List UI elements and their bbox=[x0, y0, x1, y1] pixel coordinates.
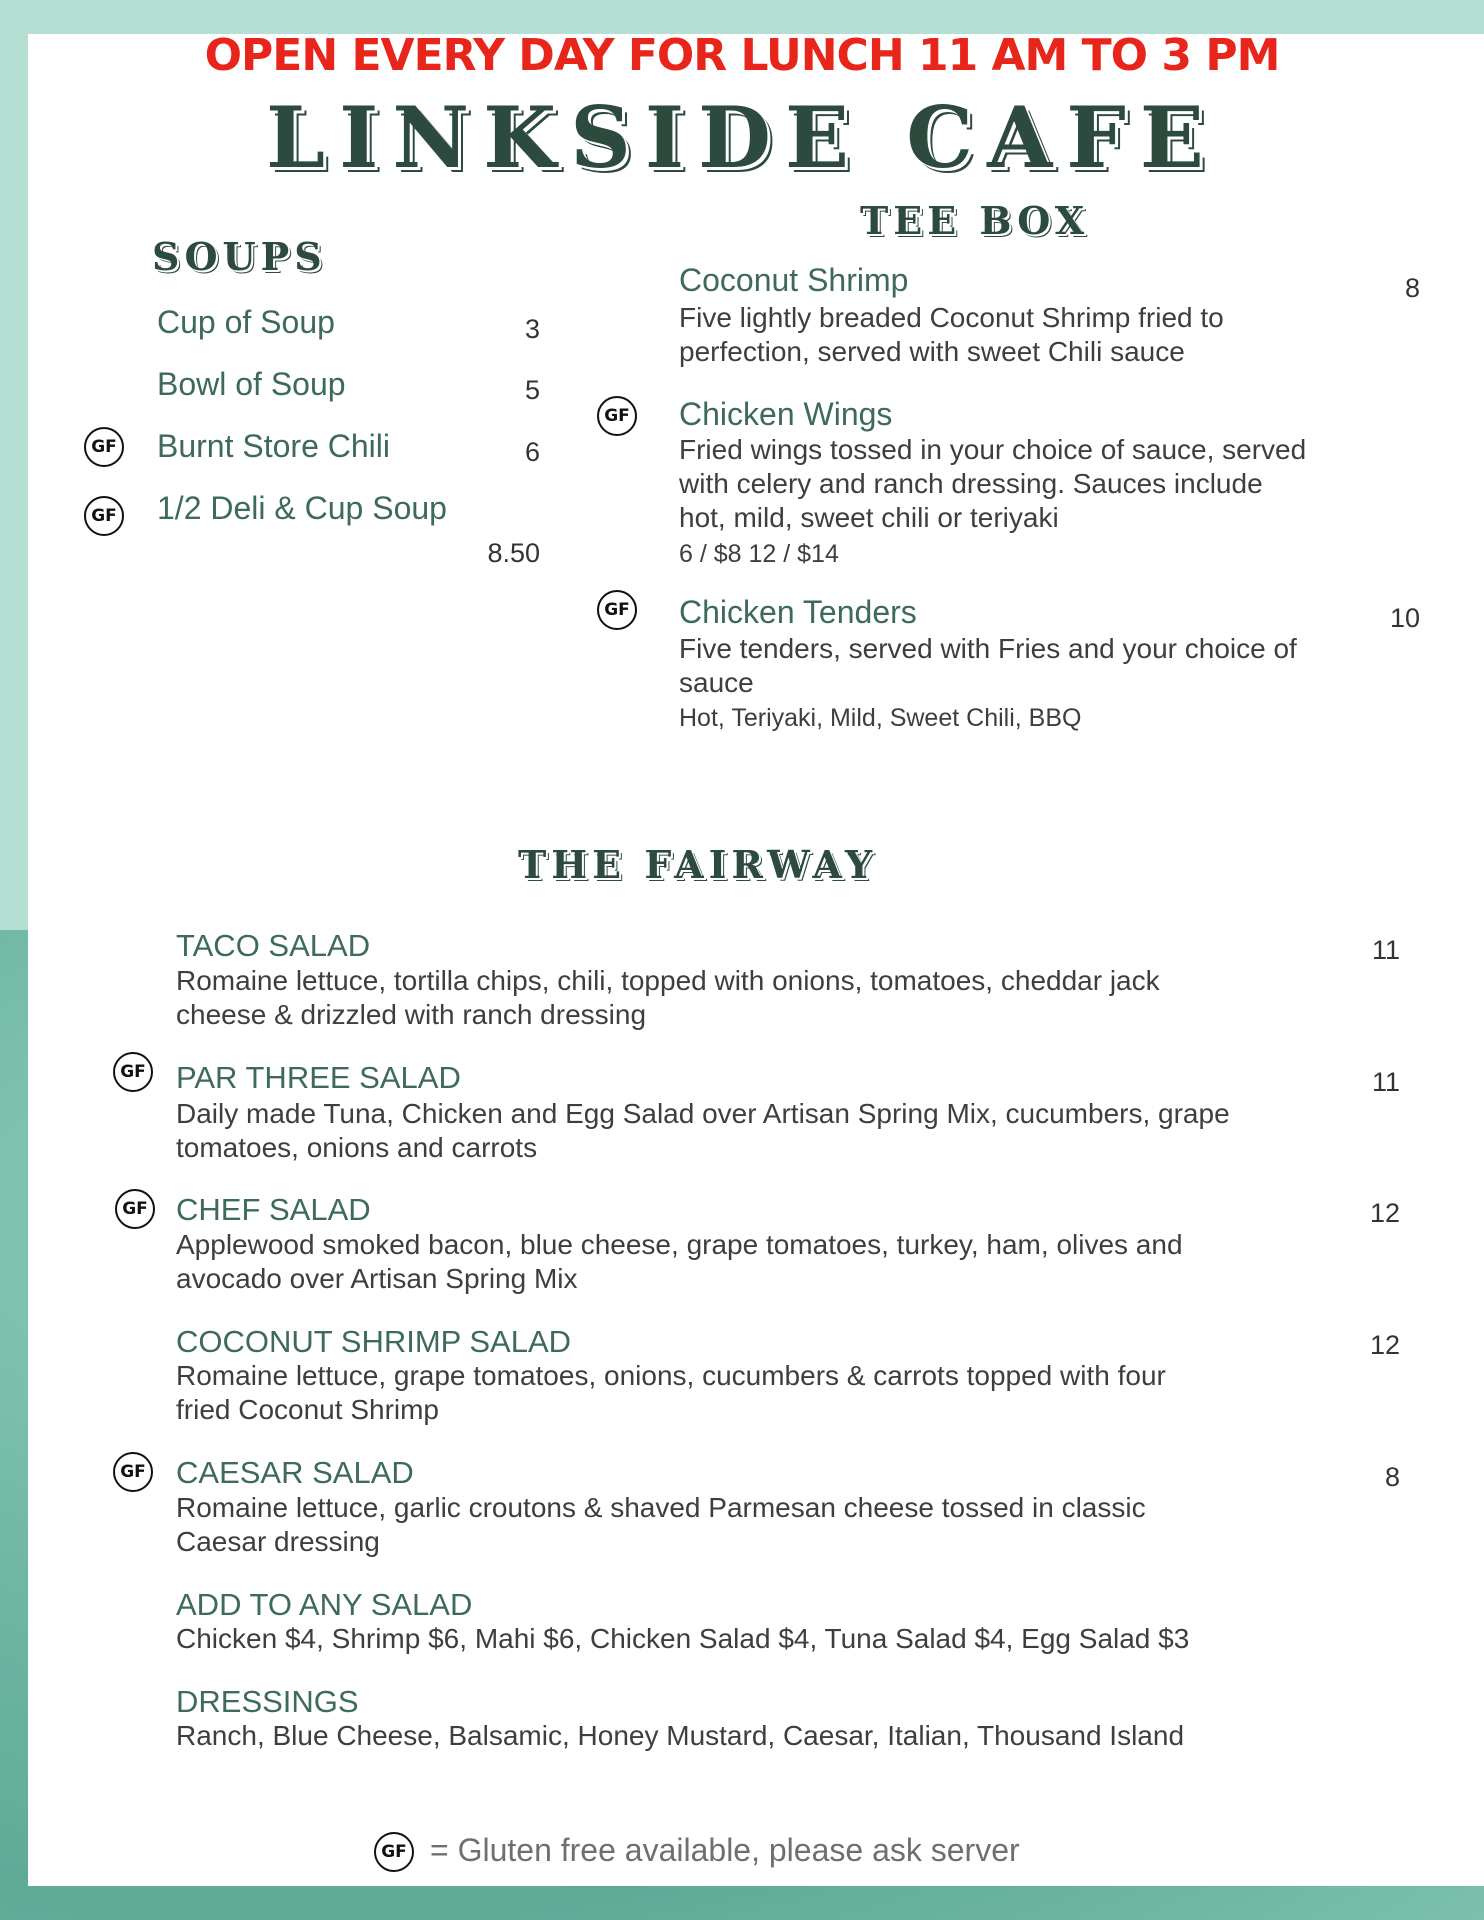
salad-item-name: CHEF SALAD bbox=[176, 1192, 371, 1227]
salad-item-description: fried Coconut Shrimp bbox=[176, 1394, 440, 1425]
salad-item-description: tomatoes, onions and carrots bbox=[176, 1132, 538, 1163]
gluten-free-icon: GF bbox=[115, 1189, 155, 1229]
tee-box-item-pricing: 6 / $8 12 / $14 bbox=[679, 540, 839, 568]
dressings-options: Ranch, Blue Cheese, Balsamic, Honey Mustard, Caesar, Italian, Thousand Island bbox=[176, 1720, 1185, 1751]
hours-announcement: OPEN EVERY DAY FOR LUNCH 11 AM TO 3 PM bbox=[204, 30, 1280, 81]
soup-item-price: 6 bbox=[524, 437, 540, 467]
gluten-free-legend: = Gluten free available, please ask server bbox=[430, 1832, 1020, 1868]
salad-item-description: avocado over Artisan Spring Mix bbox=[176, 1263, 578, 1294]
gluten-free-icon: GF bbox=[597, 396, 637, 436]
salad-item-name: TACO SALAD bbox=[176, 928, 371, 963]
gluten-free-icon: GF bbox=[113, 1052, 153, 1092]
tee-box-heading: TEE BOX bbox=[860, 198, 1090, 243]
salad-item-price: 12 bbox=[1369, 1330, 1400, 1360]
add-on-heading: ADD TO ANY SALAD bbox=[176, 1587, 473, 1622]
salad-item-description: cheese & drizzled with ranch dressing bbox=[176, 999, 647, 1030]
soup-item-name: Burnt Store Chili bbox=[157, 428, 390, 464]
salad-item-price: 11 bbox=[1371, 935, 1400, 965]
salad-item-description: Applewood smoked bacon, blue cheese, grape tomatoes, turkey, ham, olives and bbox=[176, 1229, 1183, 1260]
tee-box-item-description: Five tenders, served with Fries and your choice of bbox=[679, 633, 1297, 664]
cafe-title: LINKSIDE CAFE bbox=[266, 88, 1218, 187]
fairway-heading: THE FAIRWAY bbox=[518, 842, 878, 887]
soup-item-price: 5 bbox=[524, 375, 540, 405]
salad-item-name: CAESAR SALAD bbox=[176, 1455, 414, 1490]
add-on-options: Chicken $4, Shrimp $6, Mahi $6, Chicken Salad $4, Tuna Salad $4, Egg Salad $3 bbox=[176, 1623, 1190, 1654]
salad-item-price: 11 bbox=[1371, 1067, 1400, 1097]
soup-item-name: Cup of Soup bbox=[157, 304, 335, 340]
tee-box-item-name: Coconut Shrimp bbox=[679, 262, 909, 298]
salad-item-name: COCONUT SHRIMP SALAD bbox=[176, 1324, 572, 1359]
soups-heading: SOUPS bbox=[152, 234, 327, 279]
tee-box-item-description: Five lightly breaded Coconut Shrimp fried to bbox=[679, 302, 1224, 333]
tee-box-item-description: hot, mild, sweet chili or teriyaki bbox=[679, 502, 1059, 533]
tee-box-item-price: 10 bbox=[1389, 603, 1420, 633]
salad-item-description: Romaine lettuce, garlic croutons & shaved Parmesan cheese tossed in classic bbox=[176, 1492, 1146, 1523]
gluten-free-icon: GF bbox=[113, 1452, 153, 1492]
tee-box-item-name: Chicken Wings bbox=[679, 396, 893, 432]
tee-box-item-price: 8 bbox=[1404, 273, 1420, 303]
soup-item-price: 3 bbox=[524, 314, 540, 344]
tee-box-item-description: sauce bbox=[679, 667, 754, 698]
salad-item-description: Romaine lettuce, grape tomatoes, onions, cucumbers & carrots topped with four bbox=[176, 1360, 1166, 1391]
gluten-free-icon: GF bbox=[374, 1832, 414, 1872]
tee-box-item-options: Hot, Teriyaki, Mild, Sweet Chili, BBQ bbox=[679, 704, 1082, 732]
salad-item-price: 8 bbox=[1384, 1462, 1400, 1492]
salad-item-description: Caesar dressing bbox=[176, 1526, 380, 1557]
soup-item-price: 8.50 bbox=[487, 538, 540, 568]
salad-item-price: 12 bbox=[1369, 1198, 1400, 1228]
salad-item-name: PAR THREE SALAD bbox=[176, 1060, 461, 1095]
salad-item-description: Daily made Tuna, Chicken and Egg Salad over Artisan Spring Mix, cucumbers, grape bbox=[176, 1098, 1230, 1129]
soup-item-name: Bowl of Soup bbox=[157, 366, 346, 402]
tee-box-item-name: Chicken Tenders bbox=[679, 594, 917, 630]
gluten-free-icon: GF bbox=[84, 427, 124, 467]
dressings-heading: DRESSINGS bbox=[176, 1684, 359, 1719]
tee-box-item-description: with celery and ranch dressing. Sauces include bbox=[679, 468, 1263, 499]
tee-box-item-description: Fried wings tossed in your choice of sauce, served bbox=[679, 434, 1307, 465]
tee-box-item-description: perfection, served with sweet Chili sauce bbox=[679, 336, 1185, 367]
gluten-free-icon: GF bbox=[597, 590, 637, 630]
gluten-free-icon: GF bbox=[84, 496, 124, 536]
soup-item-name: 1/2 Deli & Cup Soup bbox=[157, 490, 447, 526]
salad-item-description: Romaine lettuce, tortilla chips, chili, topped with onions, tomatoes, cheddar jack bbox=[176, 965, 1160, 996]
